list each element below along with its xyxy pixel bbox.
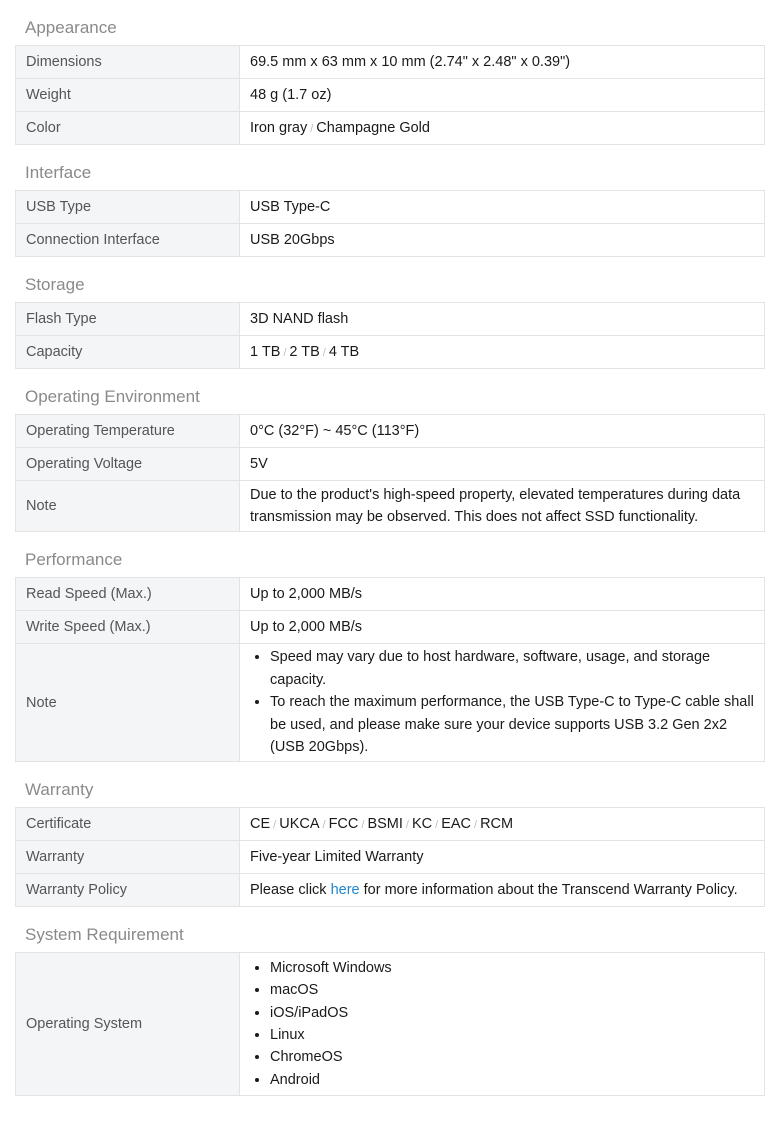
table-row — [16, 303, 765, 336]
capacity-option: 4 TB — [328, 343, 360, 360]
spec-label: Warranty Policy — [16, 874, 240, 907]
policy-prefix: Please click — [250, 882, 331, 898]
list-item: • iOS/iPadOS — [270, 1002, 754, 1024]
list-item: • Android — [270, 1069, 754, 1091]
separator: / — [435, 818, 439, 831]
spec-value — [240, 953, 765, 1096]
note-list — [250, 646, 754, 758]
storage-table — [15, 302, 765, 369]
certificate: CE — [250, 815, 271, 832]
color-option: Iron gray — [250, 119, 308, 136]
list-item: • macOS — [270, 979, 754, 1001]
list-item: • To reach the maximum performance, the USB Type-C to Type-C cable shall be used, and please make sure your device supports USB 3.2 Gen 2x2 (USB 20Gbps). — [270, 691, 754, 758]
spec-value: 3D NAND flash — [240, 303, 765, 336]
spec-label: Note — [16, 481, 240, 532]
performance-table — [15, 577, 765, 762]
certificate: UKCA — [279, 815, 320, 832]
section-title-environment: Operating Environment — [25, 387, 200, 406]
color-options — [240, 112, 765, 145]
spec-label: Connection Interface — [16, 224, 240, 257]
os-list — [250, 957, 754, 1091]
spec-value: 0°C (32°F) ~ 45°C (113°F) — [240, 415, 765, 448]
spec-label: Dimensions — [16, 46, 240, 79]
spec-label: Operating Voltage — [16, 448, 240, 481]
list-item: • Speed may vary due to host hardware, software, usage, and storage capacity. — [270, 646, 754, 691]
certificate: BSMI — [367, 815, 403, 832]
section-title-storage: Storage — [25, 275, 85, 294]
table-row — [16, 46, 765, 79]
certificate: FCC — [328, 815, 359, 832]
spec-value: 69.5 mm x 63 mm x 10 mm (2.74" x 2.48" x 0.39") — [240, 46, 765, 79]
spec-value: USB 20Gbps — [240, 224, 765, 257]
list-item: • ChromeOS — [270, 1046, 754, 1068]
separator: / — [322, 346, 326, 359]
certificate: RCM — [480, 815, 514, 832]
table-row — [16, 112, 765, 145]
spec-value — [240, 644, 765, 762]
table-row — [16, 191, 765, 224]
capacity-options — [240, 336, 765, 369]
system-table — [15, 952, 765, 1096]
spec-label: Write Speed (Max.) — [16, 611, 240, 644]
warranty-policy-link[interactable]: here — [330, 882, 360, 898]
spec-sheet — [15, 0, 765, 1096]
certificate: KC — [411, 815, 433, 832]
list-item: • Linux — [270, 1024, 754, 1046]
appearance-table — [15, 45, 765, 145]
color-option: Champagne Gold — [316, 119, 430, 136]
spec-label: Weight — [16, 79, 240, 112]
interface-table — [15, 190, 765, 257]
section-title-interface: Interface — [25, 163, 92, 182]
spec-label: Read Speed (Max.) — [16, 578, 240, 611]
table-row — [16, 415, 765, 448]
spec-label: Certificate — [16, 808, 240, 841]
spec-value: Up to 2,000 MB/s — [240, 578, 765, 611]
table-row — [16, 224, 765, 257]
spec-value: 48 g (1.7 oz) — [240, 79, 765, 112]
table-row — [16, 79, 765, 112]
warranty-policy-text — [240, 874, 765, 907]
separator: / — [310, 122, 314, 135]
table-row — [16, 578, 765, 611]
section-title-appearance: Appearance — [25, 18, 117, 37]
separator: / — [283, 346, 287, 359]
table-row — [16, 841, 765, 874]
certificate: EAC — [441, 815, 472, 832]
spec-label: USB Type — [16, 191, 240, 224]
spec-label: Operating Temperature — [16, 415, 240, 448]
table-row — [16, 644, 765, 762]
separator: / — [474, 818, 478, 831]
table-row — [16, 611, 765, 644]
policy-suffix: for more information about the Transcend Warranty Policy. — [359, 882, 738, 898]
spec-label: Capacity — [16, 336, 240, 369]
spec-label: Operating System — [16, 953, 240, 1096]
spec-label: Warranty — [16, 841, 240, 874]
section-title-warranty: Warranty — [25, 780, 94, 799]
separator: / — [322, 818, 326, 831]
table-row — [16, 481, 765, 532]
environment-table — [15, 414, 765, 532]
warranty-table — [15, 807, 765, 907]
table-row — [16, 874, 765, 907]
capacity-option: 2 TB — [289, 343, 320, 360]
spec-value: Up to 2,000 MB/s — [240, 611, 765, 644]
spec-value: Due to the product's high-speed property, elevated temperatures during data transmission may be observed. This does not affect SSD functionality. — [240, 481, 765, 532]
spec-value: USB Type-C — [240, 191, 765, 224]
table-row — [16, 448, 765, 481]
section-title-performance: Performance — [25, 550, 123, 569]
table-row — [16, 953, 765, 1096]
list-item: • Microsoft Windows — [270, 957, 754, 979]
spec-label: Note — [16, 644, 240, 762]
spec-value: Five-year Limited Warranty — [240, 841, 765, 874]
certificate-list — [240, 808, 765, 841]
table-row — [16, 808, 765, 841]
separator: / — [273, 818, 277, 831]
section-title-system: System Requirement — [25, 925, 184, 944]
separator: / — [361, 818, 365, 831]
spec-value: 5V — [240, 448, 765, 481]
separator: / — [405, 818, 409, 831]
spec-label: Color — [16, 112, 240, 145]
table-row — [16, 336, 765, 369]
capacity-option: 1 TB — [250, 343, 281, 360]
spec-label: Flash Type — [16, 303, 240, 336]
